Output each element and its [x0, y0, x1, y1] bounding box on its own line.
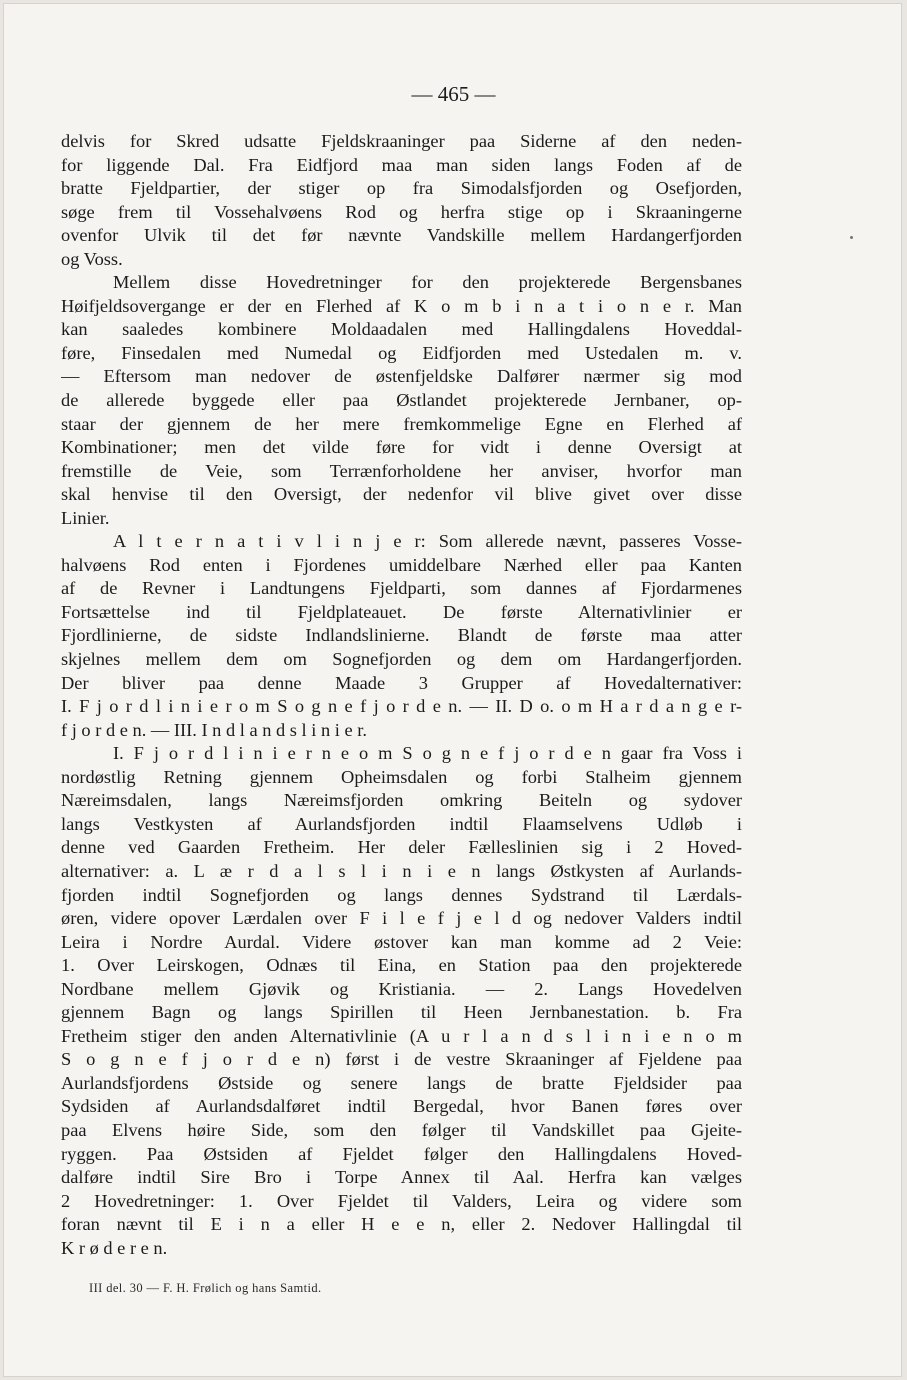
footer-signature: III del. 30 — F. H. Frølich og hans Samtid.: [89, 1281, 322, 1295]
page-number: — 465 —: [411, 82, 496, 106]
text-line: I. F j o r d l i n i e r n e o m S o g n e f j o r d e n gaar fra Voss i: [113, 743, 742, 764]
text-line: ryggen. Paa Østsiden af Fjeldet følger den Hallingdalens Hoved-: [61, 1143, 742, 1164]
text-line: 2 Hovedretninger: 1. Over Fjeldet til Valders, Leira og videre som: [61, 1190, 742, 1211]
text-line: Linier.: [61, 507, 110, 528]
text-line: ovenfor Ulvik til det før nævnte Vandskille mellem Hardangerfjorden: [61, 225, 742, 246]
text-line: søge frem til Vossehalvøens Rod og herfra stige op i Skraaningerne: [61, 201, 742, 222]
text-line: Leira i Nordre Aurdal. Videre østover kan man komme ad 2 Veie:: [61, 931, 742, 952]
text-line: Kombinationer; men det vilde føre for vidt i denne Oversigt at: [61, 437, 742, 458]
text-line: af de Revner i Landtungens Fjeldparti, som dannes af Fjordarmenes: [61, 578, 742, 599]
text-line: fjorden indtil Sognefjorden og langs dennes Sydstrand til Lærdals-: [61, 884, 742, 905]
text-line: føre, Finsedalen med Numedal og Eidfjorden med Ustedalen m. v.: [61, 342, 742, 363]
text-line: A l t e r n a t i v l i n j e r: Som allerede nævnt, passeres Vosse-: [113, 531, 742, 552]
text-line: og Voss.: [61, 248, 123, 269]
text-line: skjelnes mellem dem om Sognefjorden og dem om Hardangerfjorden.: [61, 649, 742, 670]
text-line: alternativer: a. L æ r d a l s l i n i e n langs Østkysten af Aurlands-: [61, 860, 742, 881]
text-line: paa Elvens høire Side, som den følger til Vandskillet paa Gjeite-: [61, 1119, 742, 1140]
text-line: Fortsættelse ind til Fjeldplateauet. De første Alternativlinier er: [61, 601, 742, 622]
text-line: Der bliver paa denne Maade 3 Grupper af Hovedalternativer:: [61, 672, 742, 693]
text-line: — Eftersom man nedover de østenfjeldske Dalfører nærmer sig mod: [61, 366, 742, 387]
body-text: [61, 130, 742, 1260]
text-line: Sydsiden af Aurlandsdalføret indtil Bergedal, hvor Banen føres over: [61, 1096, 742, 1117]
text-line: Fjordlinierne, de sidste Indlandslinierne. Blandt de første maa atter: [61, 625, 742, 646]
text-line: nordøstlig Retning gjennem Opheimsdalen og forbi Stalheim gjennem: [61, 766, 742, 787]
text-line: Fretheim stiger den anden Alternativlinie (A u r l a n d s l i n i e n o m: [61, 1025, 742, 1046]
text-line: delvis for Skred udsatte Fjeldskraaninger paa Siderne af den neden-: [61, 131, 742, 151]
text-line: fremstille de Veie, som Terrænforholdene her anviser, hvorfor man: [61, 460, 742, 481]
text-line: dalføre indtil Sire Bro i Torpe Annex til Aal. Herfra kan vælges: [61, 1167, 742, 1188]
text-line: f j o r d e n. — III. I n d l a n d s l i n i e r.: [61, 719, 367, 740]
text-line: S o g n e f j o r d e n) først i de vestre Skraaninger af Fjeldene paa: [61, 1049, 742, 1070]
text-line: Nordbane mellem Gjøvik og Kristiania. — 2. Langs Hovedelven: [61, 978, 742, 999]
text-line: langs Vestkysten af Aurlandsfjorden indtil Flaamselvens Udløb i: [61, 813, 742, 834]
text-line: Høifjeldsovergange er der en Flerhed af K o m b i n a t i o n e r. Man: [61, 295, 742, 316]
text-line: kan saaledes kombinere Moldaadalen med Hallingdalens Hoveddal-: [61, 319, 742, 340]
text-line: øren, videre opover Lærdalen over F i l e f j e l d og nedover Valders indtil: [61, 908, 742, 929]
text-line: for liggende Dal. Fra Eidfjord maa man siden langs Foden af de: [61, 154, 742, 175]
text-line: K r ø d e r e n.: [61, 1237, 168, 1258]
text-line: skal henvise til den Oversigt, der nedenfor vil blive givet over disse: [61, 484, 742, 505]
text-line: 1. Over Leirskogen, Odnæs til Eina, en Station paa den projekterede: [61, 955, 742, 976]
text-line: staar der gjennem de her mere fremkommelige Egne en Flerhed af: [61, 413, 742, 434]
text-line: bratte Fjeldpartier, der stiger op fra Simodalsfjorden og Osefjorden,: [61, 178, 742, 199]
text-line: I. F j o r d l i n i e r o m S o g n e f j o r d e n. — II. D o. o m H a r d a n g e r-: [61, 696, 742, 717]
text-line: halvøens Rod enten i Fjordenes umiddelbare Nærhed eller paa Kanten: [61, 554, 742, 575]
text-line: foran nævnt til E i n a eller H e e n, eller 2. Nedover Hallingdal til: [61, 1214, 742, 1235]
text-line: Næreimsdalen, langs Næreimsfjorden omkring Beiteln og sydover: [61, 790, 742, 811]
text-line: Mellem disse Hovedretninger for den projekterede Bergensbanes: [113, 272, 742, 293]
speck-mark: [850, 236, 853, 239]
text-line: de allerede byggede eller paa Østlandet projekterede Jernbaner, op-: [61, 390, 742, 411]
text-line: Aurlandsfjordens Østside og senere langs de bratte Fjeldsider paa: [61, 1072, 742, 1093]
text-line: gjennem Bagn og langs Spirillen til Heen Jernbanestation. b. Fra: [61, 1002, 742, 1023]
text-line: denne ved Gaarden Fretheim. Her deler Fælleslinien sig i 2 Hoved-: [61, 837, 742, 858]
